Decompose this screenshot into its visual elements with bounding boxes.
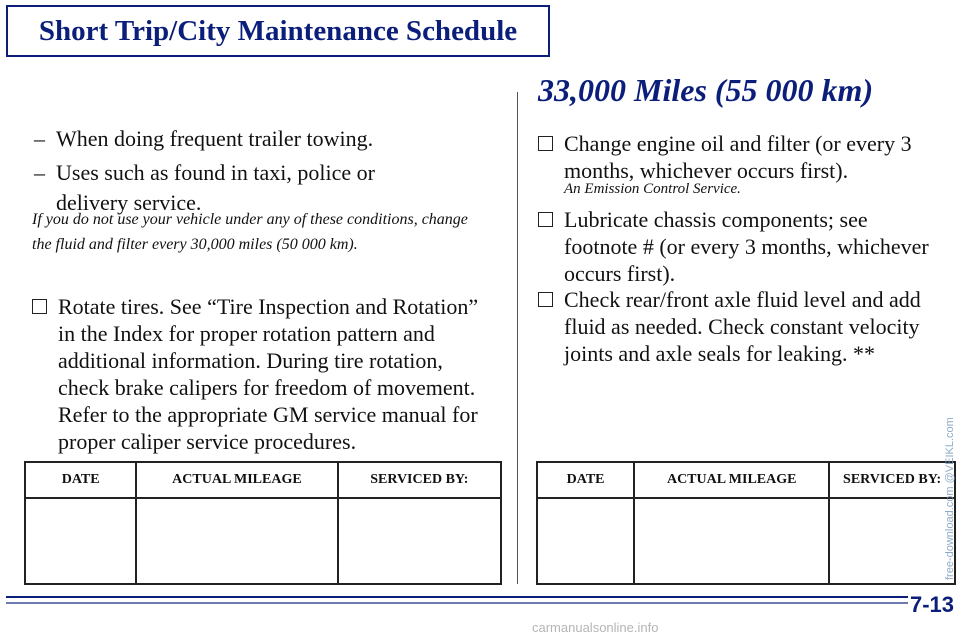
checkbox-icon[interactable] bbox=[538, 212, 553, 227]
emission-control-note: An Emission Control Service. bbox=[564, 181, 741, 197]
dash-item-text: Uses such as found in taxi, police or delivery service. bbox=[56, 160, 375, 215]
table-row bbox=[25, 498, 501, 584]
table-header-actual-mileage: ACTUAL MILEAGE bbox=[136, 462, 337, 498]
service-record-table-right bbox=[536, 461, 956, 585]
checklist-item-lubricate-chassis bbox=[538, 206, 938, 287]
dash-item: – When doing frequent trailer towing. bbox=[34, 124, 474, 154]
service-record-table-left bbox=[24, 461, 502, 585]
serviced-by-cell[interactable] bbox=[829, 498, 955, 584]
checklist-item-axle-fluid bbox=[538, 286, 938, 367]
table-header-date: DATE bbox=[537, 462, 634, 498]
checkbox-icon[interactable] bbox=[538, 292, 553, 307]
dash-item-text: When doing frequent trailer towing. bbox=[56, 126, 374, 151]
serviced-by-cell[interactable] bbox=[338, 498, 501, 584]
checklist-item-text: Check rear/front axle fluid level and add fluid as needed. Check constant velocity joints and axle seals for leaking. ** bbox=[564, 287, 921, 366]
date-cell[interactable] bbox=[537, 498, 634, 584]
checkbox-icon[interactable] bbox=[32, 299, 47, 314]
checkbox-icon[interactable] bbox=[538, 136, 553, 151]
bottom-watermark: carmanualsonline.info bbox=[532, 620, 659, 635]
condition-note: If you do not use your vehicle under any of these conditions, change the fluid and filter every 30,000 miles (50 000 km). bbox=[32, 211, 468, 253]
page-header-box bbox=[6, 5, 550, 57]
date-cell[interactable] bbox=[25, 498, 136, 584]
side-watermark: free-download.com @VEIKL.com bbox=[944, 417, 956, 580]
mileage-cell[interactable] bbox=[136, 498, 337, 584]
table-row bbox=[537, 498, 955, 584]
checklist-item-text: Lubricate chassis components; see footnote # (or every 3 months, whichever occurs first). bbox=[564, 207, 929, 286]
footer-rule bbox=[6, 596, 908, 598]
table-header-actual-mileage: ACTUAL MILEAGE bbox=[634, 462, 829, 498]
checklist-item-engine-oil bbox=[538, 130, 938, 184]
checklist-item-text: Rotate tires. See “Tire Inspection and Rotation” in the Index for proper rotation pattern and additional information. During tire rotation, check brake calipers for freedom of movement. Refer to the appropriate GM service manual for proper caliper service procedures. bbox=[58, 294, 479, 454]
table-header-date: DATE bbox=[25, 462, 136, 498]
dash-item: – Uses such as found in taxi, police or delivery service. bbox=[34, 158, 474, 218]
checklist-item-text: Change engine oil and filter (or every 3 months, whichever occurs first). bbox=[564, 131, 912, 183]
mileage-cell[interactable] bbox=[634, 498, 829, 584]
footer-rule bbox=[6, 602, 908, 604]
table-header-serviced-by: SERVICED BY: bbox=[829, 462, 955, 498]
page-number: 7-13 bbox=[910, 592, 955, 617]
section-title-33000-miles: 33,000 Miles (55 000 km) bbox=[538, 72, 874, 108]
checklist-item-rotate-tires bbox=[32, 293, 502, 458]
column-divider bbox=[517, 92, 518, 584]
table-header-serviced-by: SERVICED BY: bbox=[338, 462, 501, 498]
page-title: Short Trip/City Maintenance Schedule bbox=[38, 14, 518, 47]
